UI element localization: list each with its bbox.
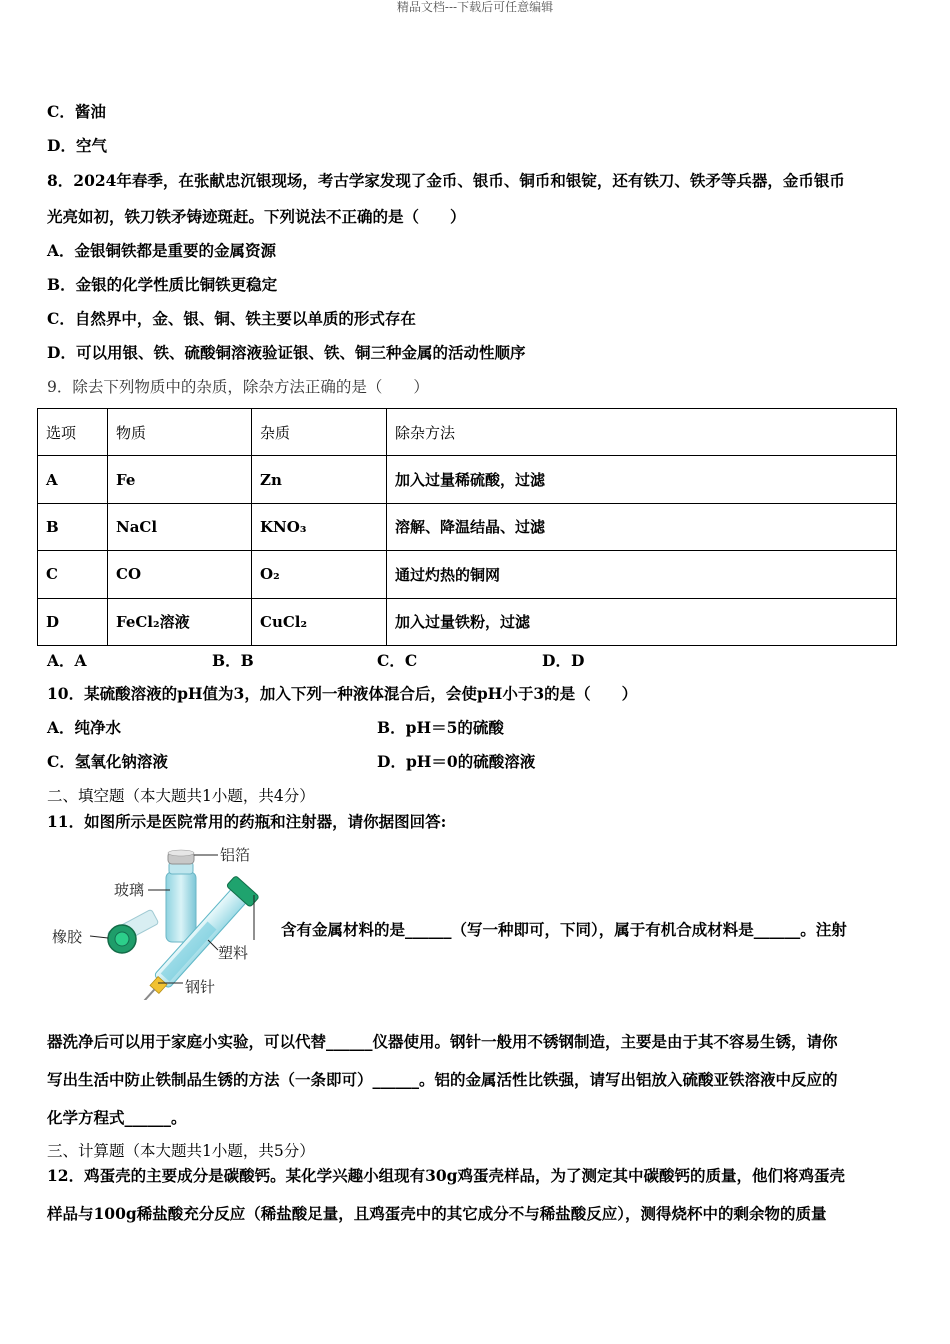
q8-option-d: D．可以用银、铁、硫酸铜溶液验证银、铁、铜三种金属的活动性顺序 — [47, 343, 526, 362]
table-cell: C — [38, 551, 108, 598]
q10-option-d: D．pH＝0的硫酸溶液 — [377, 752, 536, 771]
q10-stem: 10．某硫酸溶液的pH值为3，加入下列一种液体混合后，会使pH小于3的是（ ） — [47, 684, 638, 703]
q10-option-c: C．氢氧化钠溶液 — [47, 752, 168, 771]
q10-option-b: B．pH＝5的硫酸 — [377, 718, 504, 737]
table-cell: NaCl — [108, 503, 252, 550]
table-header-cell: 杂质 — [252, 409, 387, 456]
table-cell: FeCl₂溶液 — [108, 598, 252, 645]
table-cell: 溶解、降温结晶、过滤 — [387, 503, 897, 550]
q10-option-a: A．纯净水 — [47, 718, 122, 737]
q11-text-line4: 化学方程式______。 — [47, 1108, 187, 1127]
section-2-title: 二、填空题（本大题共1小题，共4分） — [47, 787, 315, 805]
q11-text-line1: 含有金属材料的是______（写一种即可，下同），属于有机合成材料是______。注射 — [281, 920, 847, 939]
table-row — [38, 456, 897, 503]
q11-stem: 11．如图所示是医院常用的药瓶和注射器，请你据图回答: — [47, 812, 447, 831]
table-header-cell: 物质 — [108, 409, 252, 456]
q8-option-c: C．自然界中，金、银、铜、铁主要以单质的形式存在 — [47, 309, 416, 328]
table-cell: Zn — [252, 456, 387, 503]
q9-table — [37, 408, 897, 646]
table-header-cell: 除杂方法 — [387, 409, 897, 456]
figure-label-rubber: 橡胶 — [52, 928, 83, 946]
page-header: 精品文档---下载后可任意编辑 — [396, 0, 554, 14]
q9-option-c: C．C — [377, 651, 418, 670]
table-cell: 通过灼热的铜网 — [387, 551, 897, 598]
q7-option-d: D．空气 — [47, 136, 107, 155]
q9-option-a: A．A — [47, 651, 87, 670]
table-header-cell: 选项 — [38, 409, 108, 456]
table-cell: O₂ — [252, 551, 387, 598]
syringe-vial-figure — [48, 840, 273, 1000]
table-cell: Fe — [108, 456, 252, 503]
table-row — [38, 551, 897, 598]
rubber-cap-icon — [107, 909, 159, 953]
table-cell: CO — [108, 551, 252, 598]
table-cell: CuCl₂ — [252, 598, 387, 645]
q7-option-c: C．酱油 — [47, 102, 106, 121]
figure-label-glass: 玻璃 — [114, 881, 145, 899]
table-cell: KNO₃ — [252, 503, 387, 550]
table-row — [38, 503, 897, 550]
q12-line2: 样品与100g稀盐酸充分反应（稀盐酸足量，且鸡蛋壳中的其它成分不与稀盐酸反应），测得烧杯中的剩余物的质量 — [47, 1204, 827, 1223]
vial-icon — [166, 850, 196, 942]
q11-text-line3: 写出生活中防止铁制品生锈的方法（一条即可）______。铝的金属活性比铁强，请写出铝放入硫酸亚铁溶液中反应的 — [47, 1070, 838, 1089]
table-cell: 加入过量稀硫酸，过滤 — [387, 456, 897, 503]
table-header-row — [38, 409, 897, 456]
q11-text-line2: 器洗净后可以用于家庭小实验，可以代替______仪器使用。钢针一般用不锈钢制造，主要是由于其不容易生锈，请你 — [47, 1032, 838, 1051]
q8-stem-line1: 8．2024年春季，在张献忠沉银现场，考古学家发现了金币、银币、铜币和银锭，还有铁刀、铁矛等兵器，金币银币 — [47, 171, 845, 190]
q9-option-b: B．B — [212, 651, 254, 670]
table-row — [38, 598, 897, 645]
q8-option-b: B．金银的化学性质比铜铁更稳定 — [47, 275, 278, 294]
q9-stem: 9．除去下列物质中的杂质，除杂方法正确的是（ ） — [47, 378, 429, 396]
q8-stem-line2: 光亮如初，铁刀铁矛铸迹斑赶。下列说法不正确的是（ ） — [47, 207, 466, 226]
table-cell: B — [38, 503, 108, 550]
section-3-title: 三、计算题（本大题共1小题，共5分） — [47, 1142, 315, 1160]
table-cell: 加入过量铁粉，过滤 — [387, 598, 897, 645]
table-cell: A — [38, 456, 108, 503]
q8-option-a: A．金银铜铁都是重要的金属资源 — [47, 241, 277, 260]
figure-label-steel-needle: 钢针 — [185, 978, 216, 996]
q9-option-d: D．D — [542, 651, 585, 670]
q12-line1: 12．鸡蛋壳的主要成分是碳酸钙。某化学兴趣小组现有30g鸡蛋壳样品，为了测定其中碳酸钙的质量，他们将鸡蛋壳 — [47, 1166, 845, 1185]
table-cell: D — [38, 598, 108, 645]
figure-label-aluminum-foil: 铝箔 — [220, 846, 251, 864]
figure-label-plastic: 塑料 — [218, 944, 249, 962]
